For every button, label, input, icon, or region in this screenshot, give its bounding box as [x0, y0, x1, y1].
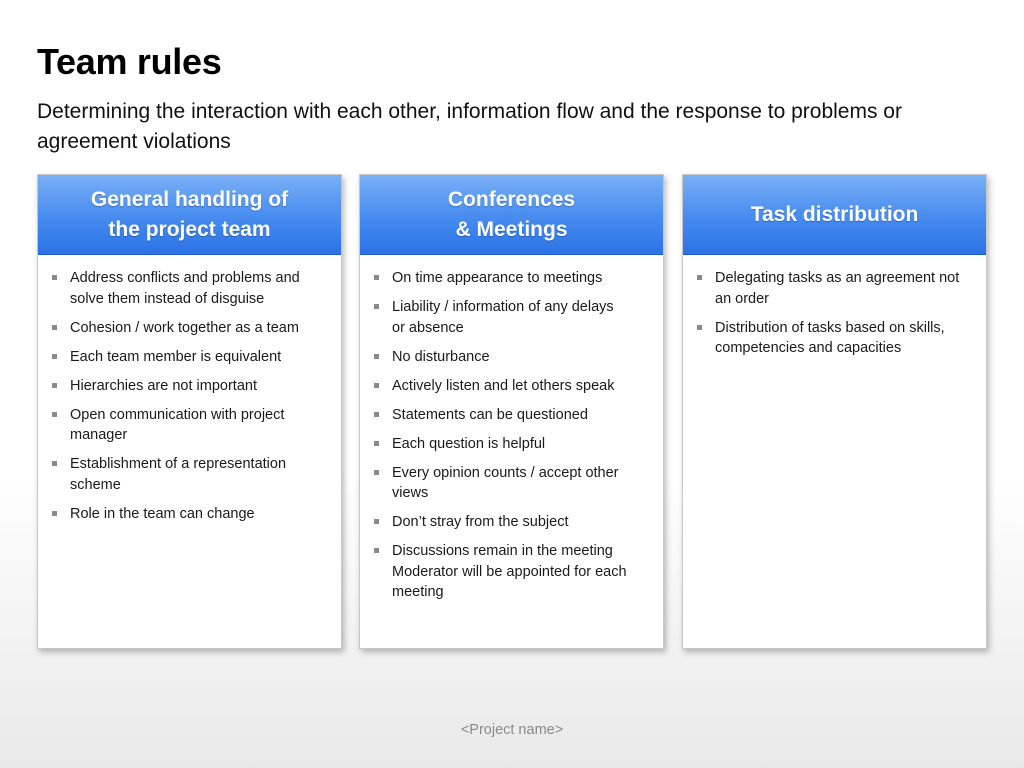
list-item-text: Cohesion / work together as a team — [70, 319, 299, 336]
square-bullet-icon — [52, 412, 57, 417]
list-item — [52, 347, 329, 368]
list-item-text: Actively listen and let others speak — [392, 377, 615, 394]
list-item-text: Hierarchies are not important — [70, 377, 257, 394]
list-item-text: Address conflicts and problems and solve them instead of disguise — [70, 270, 300, 307]
list-item — [374, 405, 651, 426]
list-item — [374, 463, 651, 504]
list-item — [697, 268, 974, 309]
square-bullet-icon — [374, 519, 379, 524]
square-bullet-icon — [374, 354, 379, 359]
list-item — [52, 318, 329, 339]
list-item — [52, 376, 329, 397]
list-item-text: Each team member is equivalent — [70, 348, 282, 365]
square-bullet-icon — [374, 304, 379, 309]
list-item — [52, 454, 329, 495]
list-item-text: Role in the team can change — [70, 505, 255, 522]
list-item — [374, 512, 651, 533]
list-item — [52, 268, 329, 309]
square-bullet-icon — [374, 441, 379, 446]
square-bullet-icon — [52, 511, 57, 516]
list-item — [374, 297, 651, 338]
square-bullet-icon — [697, 325, 702, 330]
panel-header-title: General handling of the project team — [90, 187, 289, 241]
list-item-text: No disturbance — [392, 348, 490, 365]
rules-list — [360, 255, 663, 603]
list-item-text: Distribution of tasks based on skills, competencies and capacities — [715, 319, 945, 356]
slide-subtitle: Determining the interaction with each other, information flow and the response to problems or agreement violations — [37, 100, 902, 153]
square-bullet-icon — [374, 470, 379, 475]
rules-list — [38, 255, 341, 524]
list-item — [374, 376, 651, 397]
list-item-text: On time appearance to meetings — [392, 270, 603, 286]
list-item-text: Statements can be questioned — [392, 406, 588, 423]
square-bullet-icon — [374, 548, 379, 553]
list-item-text: Each question is helpful — [392, 435, 546, 452]
panel-header-title: Task distribution — [750, 202, 919, 226]
list-item-text: Every opinion counts / accept other views — [392, 464, 619, 501]
rules-list — [683, 255, 986, 359]
square-bullet-icon — [697, 275, 702, 280]
list-item-text: Liability / information of any delays or absence — [392, 299, 614, 336]
panel-header — [38, 175, 341, 255]
list-item — [52, 504, 329, 525]
rules-panels — [37, 174, 988, 650]
slide-title: Team rules — [37, 41, 222, 82]
list-item-text: Delegating tasks as an agreement not an order — [715, 270, 960, 307]
panel-header-title: Conferences & Meetings — [447, 187, 576, 241]
list-item — [374, 268, 651, 289]
panel-header — [360, 175, 663, 255]
square-bullet-icon — [374, 412, 379, 417]
list-item — [374, 541, 651, 603]
list-item — [374, 434, 651, 455]
square-bullet-icon — [374, 383, 379, 388]
square-bullet-icon — [52, 325, 57, 330]
list-item-text: Open communication with project manager — [70, 406, 285, 443]
panel-conferences-meetings — [359, 174, 664, 649]
list-item — [52, 405, 329, 446]
panel-task-distribution — [682, 174, 987, 649]
panel-header — [683, 175, 986, 255]
list-item-text: Establishment of a representation scheme — [70, 456, 287, 493]
list-item — [697, 318, 974, 359]
square-bullet-icon — [52, 275, 57, 280]
footer-project-name: <Project name> — [460, 722, 564, 738]
list-item-text: Discussions remain in the meeting Moderator will be appointed for each meeting — [392, 543, 627, 600]
list-item-text: Don’t stray from the subject — [392, 514, 569, 530]
panel-general-handling — [37, 174, 342, 649]
square-bullet-icon — [52, 461, 57, 466]
list-item — [374, 347, 651, 368]
square-bullet-icon — [52, 354, 57, 359]
square-bullet-icon — [52, 383, 57, 388]
square-bullet-icon — [374, 275, 379, 280]
